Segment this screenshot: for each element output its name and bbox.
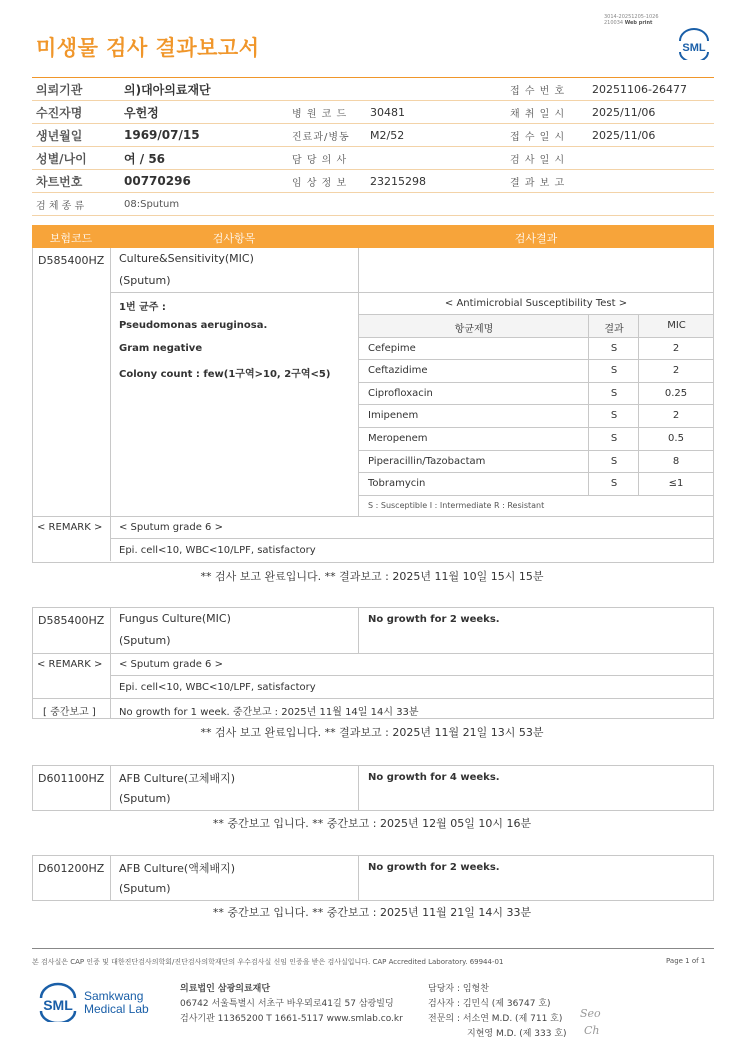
ast-mic: 2	[672, 343, 680, 354]
header-value: 23215298	[366, 170, 506, 193]
ast-mic: ≤1	[668, 478, 684, 489]
sec1-status: ** 검사 보고 완료입니다. ** 결과보고 : 2025년 11월 10일 15시 15분	[200, 570, 544, 583]
sec1-code: D585400HZ	[38, 254, 105, 267]
col-code: 보험코드	[49, 232, 93, 245]
ast-row-line	[358, 427, 713, 428]
ast-col-line	[638, 315, 639, 495]
sec2-name: Fungus Culture(MIC)	[119, 612, 231, 625]
sec3-result: No growth for 4 weeks.	[368, 772, 500, 783]
ast-mic: 0.25	[664, 388, 688, 399]
header-label: 진료과/병동	[288, 124, 366, 147]
header-value: 여 / 56	[120, 147, 288, 170]
header-label: 수진자명	[32, 101, 120, 124]
ast-header-cell: 항균제명	[454, 324, 494, 335]
sec3-name: AFB Culture(고체배지)	[119, 772, 236, 785]
header-row	[32, 170, 714, 193]
sec1-organism: Pseudomonas aeruginosa.	[119, 320, 268, 331]
sec1-organism-label: 1번 균주 :	[119, 302, 166, 313]
ast-row-line	[358, 404, 713, 405]
staff-3: 전문의 : 서소연 M.D. (제 711 호)	[428, 1014, 563, 1024]
print-info-1: 3014-20251205-1026	[604, 14, 659, 20]
specimen-value: 08:Sputum	[120, 193, 714, 216]
header-value: 2025/11/06	[588, 101, 714, 124]
ast-row-line	[358, 472, 713, 473]
ast-row-line	[358, 450, 713, 451]
sec1-colony: Colony count : few(1구역>10, 2구역<5)	[119, 369, 331, 380]
header-row	[32, 124, 714, 147]
sec4-status: ** 중간보고 입니다. ** 중간보고 : 2025년 11월 21일 14시 33분	[212, 906, 532, 919]
header-value: 00770296	[120, 170, 288, 193]
col-item: 검사항목	[212, 232, 256, 245]
ast-col-line	[588, 315, 589, 495]
ast-drug: Imipenem	[368, 410, 419, 421]
ast-result: S	[610, 410, 618, 421]
ast-drug: Piperacillin/Tazobactam	[368, 456, 486, 467]
sec1-remark-1: < Sputum grade 6 >	[119, 522, 223, 533]
sec2-remark-2: Epi. cell<10, WBC<10/LPF, satisfactory	[119, 682, 316, 693]
specimen-label: 검 체 종 류	[32, 193, 120, 216]
ast-drug: Cefepime	[368, 343, 416, 354]
staff-2: 검사자 : 김민식 (제 36747 호)	[428, 999, 551, 1009]
ast-header-cell: 결과	[604, 324, 624, 335]
staff-4: 지현영 M.D. (제 333 호)	[467, 1029, 567, 1039]
sec2-interim-label: [ 중간보고 ]	[43, 707, 96, 718]
header-row	[32, 78, 714, 101]
print-info-2: 210034	[604, 20, 624, 26]
header-value	[366, 147, 506, 170]
footer-org: 의료법인 삼광의료재단	[180, 984, 271, 994]
ast-result: S	[610, 433, 618, 444]
sec1-specimen: (Sputum)	[119, 274, 171, 287]
header-label: 생년월일	[32, 124, 120, 147]
sec1-name: Culture&Sensitivity(MIC)	[119, 252, 254, 265]
sec2-remark-label: < REMARK >	[37, 659, 103, 670]
header-row-specimen	[32, 193, 714, 216]
sml-logo-footer	[36, 982, 80, 1022]
sec4-code: D601200HZ	[38, 862, 105, 875]
section-culture-sensitivity	[32, 248, 714, 563]
sec2-remark-1: < Sputum grade 6 >	[119, 659, 223, 670]
section-fungus-culture	[32, 607, 714, 719]
header-label: 접 수 번 호	[506, 78, 588, 101]
header-value: 2025/11/06	[588, 124, 714, 147]
ast-result: S	[610, 365, 618, 376]
signature-2: Ch	[584, 1024, 600, 1037]
sec2-interim: No growth for 1 week. 중간보고 : 2025년 11월 14일 14시 33분	[119, 707, 419, 718]
staff-1: 담당자 : 임형찬	[428, 984, 489, 994]
signature-1: Seo	[580, 1007, 601, 1020]
ast-mic: 2	[672, 365, 680, 376]
header-label: 검 사 일 시	[506, 147, 588, 170]
ast-drug: Meropenem	[368, 433, 428, 444]
header-row	[32, 101, 714, 124]
ast-result: S	[610, 388, 618, 399]
print-info	[604, 14, 659, 26]
header-label: 채 취 일 시	[506, 101, 588, 124]
ast-row-line	[358, 359, 713, 360]
header-value: 30481	[366, 101, 506, 124]
ast-mic: 0.5	[668, 433, 684, 444]
logo-footer-text: SML	[43, 997, 73, 1013]
header-row	[32, 147, 714, 170]
footer-cert: 본 검사실은 CAP 인증 및 대한진단검사의학회/진단검사의학재단의 우수검사실 신임 인증을 받은 검사실입니다. CAP Accredited Laboratory. 69944-01	[32, 958, 504, 966]
print-info-3: Web print	[624, 20, 653, 26]
sec2-status: ** 검사 보고 완료입니다. ** 결과보고 : 2025년 11월 21일 13시 53분	[200, 726, 544, 739]
section-afb-liquid	[32, 855, 714, 901]
sec4-name: AFB Culture(액체배지)	[119, 862, 236, 875]
sml-logo-top	[676, 28, 712, 60]
patient-info-table	[32, 77, 714, 216]
brand-line-2: Medical Lab	[84, 1002, 149, 1016]
ast-drug: Tobramycin	[368, 478, 426, 489]
header-label: 결 과 보 고	[506, 170, 588, 193]
ast-mic: 2	[672, 410, 680, 421]
ast-result: S	[610, 343, 618, 354]
sec1-remark-2: Epi. cell<10, WBC<10/LPF, satisfactory	[119, 545, 316, 556]
header-value	[588, 147, 714, 170]
sec3-specimen: (Sputum)	[119, 792, 171, 805]
ast-row-line	[358, 382, 713, 383]
header-value: 우헌정	[120, 101, 288, 124]
header-label: 성별/나이	[32, 147, 120, 170]
sec4-result: No growth for 2 weeks.	[368, 862, 500, 873]
ast-result: S	[610, 478, 618, 489]
sec3-code: D601100HZ	[38, 772, 105, 785]
sec4-specimen: (Sputum)	[119, 882, 171, 895]
header-value: 1969/07/15	[120, 124, 288, 147]
ast-row-line	[358, 337, 713, 338]
footer-page: Page 1 of 1	[666, 957, 706, 965]
header-value: M2/52	[366, 124, 506, 147]
ast-legend: S : Susceptible I : Intermediate R : Resistant	[368, 501, 545, 510]
sec2-specimen: (Sputum)	[119, 634, 171, 647]
header-label: 담 당 의 사	[288, 147, 366, 170]
header-label: 임 상 정 보	[288, 170, 366, 193]
ast-row-line	[358, 495, 713, 496]
ast-drug: Ceftazidime	[368, 365, 428, 376]
ast-header-cell: MIC	[667, 320, 686, 331]
logo-top-text: SML	[682, 42, 706, 54]
footer-address: 06742 서울특별시 서초구 바우뫼로41길 57 삼광빌딩	[180, 999, 394, 1009]
section-afb-solid	[32, 765, 714, 811]
sec2-code: D585400HZ	[38, 614, 105, 627]
header-value: 의)대아의료재단	[120, 78, 288, 101]
header-value: 20251106-26477	[588, 78, 714, 101]
brand-name	[84, 990, 149, 1016]
sec1-remark-label: < REMARK >	[37, 522, 103, 533]
header-value	[366, 78, 506, 101]
sec2-result: No growth for 2 weeks.	[368, 614, 500, 625]
ast-mic: 8	[672, 456, 680, 467]
header-label: 접 수 일 시	[506, 124, 588, 147]
header-value	[588, 170, 714, 193]
ast-title: < Antimicrobial Susceptibility Test >	[444, 298, 628, 309]
column-header-bar	[32, 225, 714, 248]
ast-drug: Ciprofloxacin	[368, 388, 433, 399]
sec3-status: ** 중간보고 입니다. ** 중간보고 : 2025년 12월 05일 10시 16분	[212, 817, 532, 830]
header-label	[288, 78, 366, 101]
footer-contact: 검사기관 11365200 T 1661-5117 www.smlab.co.kr	[180, 1014, 403, 1024]
header-label: 의뢰기관	[32, 78, 120, 101]
sec1-gram: Gram negative	[119, 343, 203, 354]
col-result: 검사결과	[514, 232, 558, 245]
report-title: 미생물 검사 결과보고서	[36, 36, 260, 60]
footer-divider	[32, 948, 714, 949]
brand-line-1: Samkwang	[84, 989, 144, 1003]
ast-result: S	[610, 456, 618, 467]
header-label: 병 원 코 드	[288, 101, 366, 124]
header-label: 차트번호	[32, 170, 120, 193]
